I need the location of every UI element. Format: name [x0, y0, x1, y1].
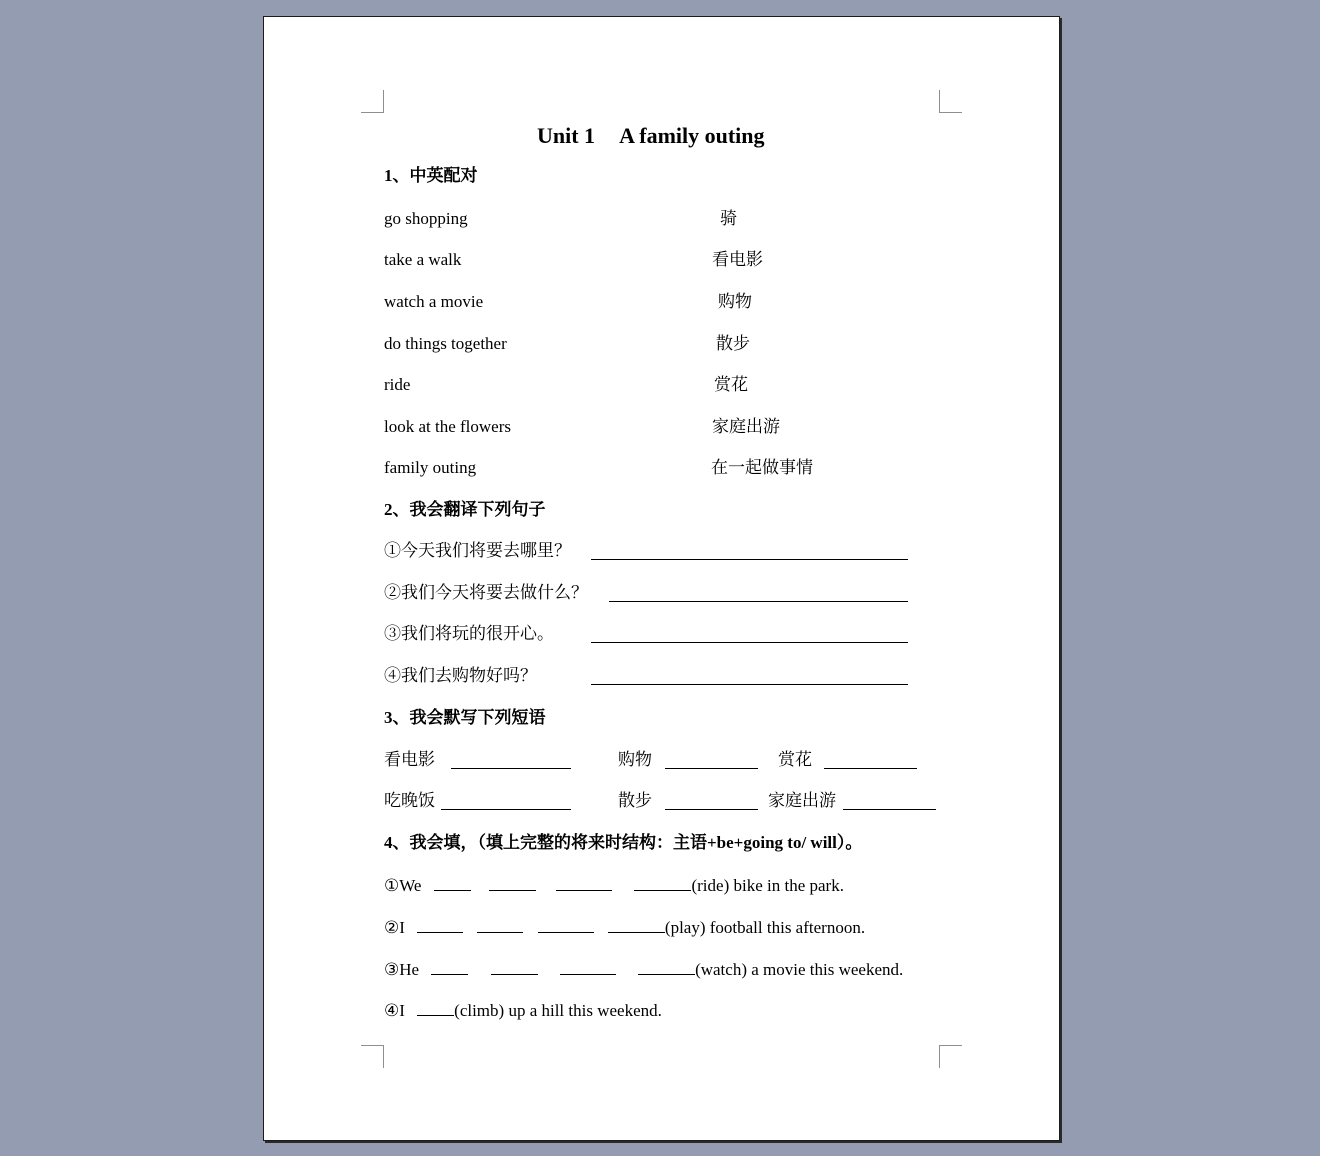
answer-line — [591, 684, 908, 685]
answer-blank — [477, 915, 523, 933]
answer-blank — [491, 957, 538, 975]
document-page — [263, 16, 1060, 1141]
section1-heading: 1、中英配对 — [384, 166, 478, 185]
match-chinese-item: 赏花 — [714, 375, 748, 394]
match-english-item: watch a movie — [384, 292, 484, 311]
page-title — [537, 123, 765, 149]
section2-heading: 2、我会翻译下列句子 — [384, 500, 546, 519]
title-name: A family outing — [619, 123, 765, 148]
sentence-tail: (watch) a movie this weekend. — [695, 960, 904, 979]
translate-sentence: ②我们今天将要去做什么？ — [384, 583, 588, 602]
answer-line — [591, 642, 908, 643]
section3-heading: 3、我会默写下列短语 — [384, 708, 546, 727]
phrase-prompt: 赏花 — [778, 750, 812, 769]
sentence-tail: (climb) up a hill this weekend. — [454, 1001, 662, 1020]
match-english-item: look at the flowers — [384, 417, 511, 436]
phrase-prompt: 看电影 — [384, 750, 435, 769]
answer-line — [591, 559, 908, 560]
translate-sentence: ③我们将玩的很开心。 — [384, 624, 554, 643]
margin-corner-bottom-left — [361, 1045, 384, 1068]
match-english-item: do things together — [384, 334, 507, 353]
match-chinese-item: 看电影 — [712, 250, 763, 269]
sentence-tail: (ride) bike in the park. — [691, 876, 844, 895]
answer-line — [441, 809, 571, 810]
match-chinese-item: 在一起做事情 — [711, 458, 813, 477]
translate-sentence: ④我们去购物好吗？ — [384, 666, 537, 685]
answer-line — [665, 809, 758, 810]
answer-blank — [560, 957, 616, 975]
translate-sentence: ①今天我们将要去哪里？ — [384, 541, 571, 560]
answer-blank — [431, 957, 468, 975]
margin-corner-top-right — [939, 90, 962, 113]
phrase-prompt: 吃晚饭 — [384, 791, 435, 810]
answer-blank — [638, 957, 695, 975]
match-english-item: take a walk — [384, 250, 462, 269]
answer-line — [843, 809, 936, 810]
fill-in-sentence — [384, 915, 865, 938]
answer-blank — [634, 873, 691, 891]
match-chinese-item: 购物 — [718, 292, 752, 311]
sentence-tail: (play) football this afternoon. — [664, 918, 866, 937]
answer-blank — [556, 873, 612, 891]
answer-blank — [417, 915, 463, 933]
match-english-item: go shopping — [384, 209, 468, 228]
match-english-item: family outing — [384, 458, 477, 477]
phrase-prompt: 散步 — [618, 791, 652, 810]
phrase-prompt: 家庭出游 — [768, 791, 836, 810]
answer-blank — [417, 998, 454, 1016]
answer-line — [609, 601, 908, 602]
title-unit: Unit 1 — [537, 123, 596, 148]
sentence-subject: ③He — [384, 960, 420, 979]
answer-blank — [434, 873, 471, 891]
section4-heading: 4、我会填，（填上完整的将来时结构：主语+be+going to/ will）。 — [384, 833, 863, 852]
fill-in-sentence — [384, 957, 903, 980]
match-chinese-item: 散步 — [716, 334, 750, 353]
sentence-subject: ②I — [384, 918, 405, 937]
margin-corner-top-left — [361, 90, 384, 113]
sentence-subject: ④I — [384, 1001, 405, 1020]
phrase-prompt: 购物 — [618, 750, 652, 769]
margin-corner-bottom-right — [939, 1045, 962, 1068]
match-chinese-item: 骑 — [720, 209, 737, 228]
match-chinese-item: 家庭出游 — [712, 417, 780, 436]
answer-blank — [489, 873, 536, 891]
sentence-subject: ①We — [384, 876, 422, 895]
answer-line — [665, 768, 758, 769]
answer-blank — [608, 915, 665, 933]
fill-in-sentence — [384, 998, 662, 1021]
answer-blank — [538, 915, 594, 933]
fill-in-sentence — [384, 873, 844, 896]
answer-line — [451, 768, 571, 769]
match-english-item: ride — [384, 375, 411, 394]
answer-line — [824, 768, 917, 769]
